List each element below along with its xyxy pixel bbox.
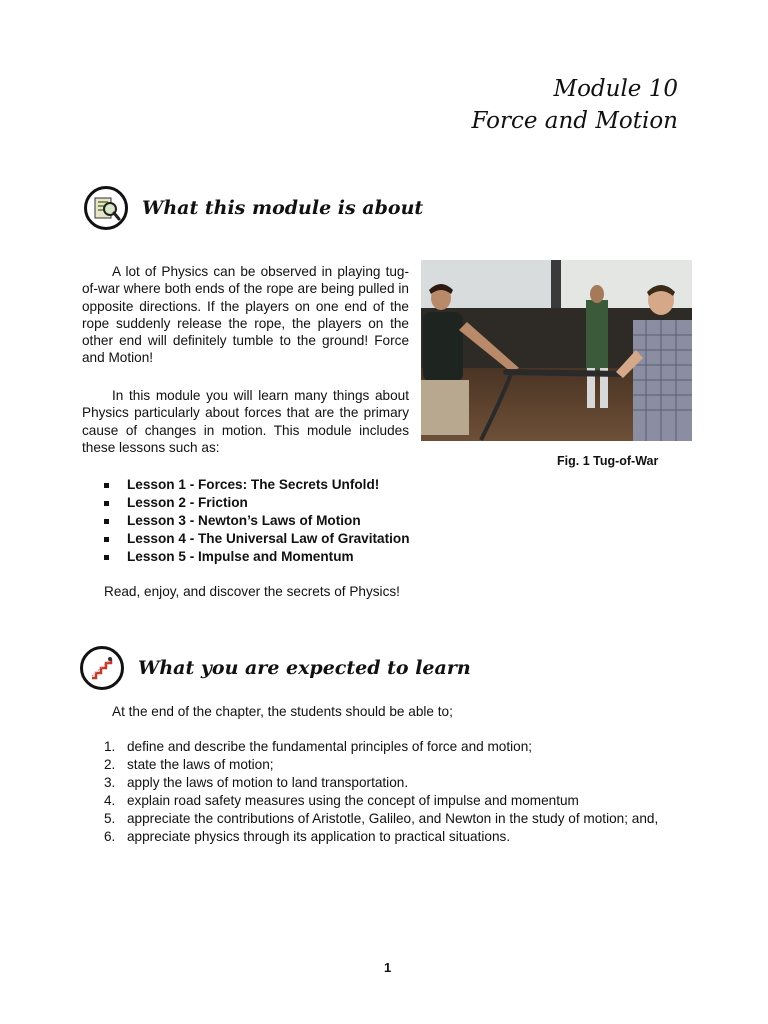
- list-item: 4. explain road safety measures using the concept of impulse and momentum: [104, 793, 579, 808]
- section-title: What you are expected to learn: [138, 657, 471, 679]
- list-item: Lesson 3 - Newton’s Laws of Motion: [104, 512, 410, 530]
- closing-text: Read, enjoy, and discover the secrets of Physics!: [104, 584, 400, 599]
- list-item: 5. appreciate the contributions of Aristotle, Galileo, and Newton in the study of motion; and,: [104, 811, 659, 826]
- section-heading-about: [84, 186, 423, 230]
- list-item: Lesson 2 - Friction: [104, 494, 410, 512]
- module-title: Force and Motion: [471, 108, 678, 134]
- figure-caption: Fig. 1 Tug-of-War: [557, 454, 659, 468]
- list-item: Lesson 5 - Impulse and Momentum: [104, 548, 410, 566]
- section-title: What this module is about: [142, 197, 424, 219]
- lessons-list: [104, 476, 410, 566]
- list-item: Lesson 4 - The Universal Law of Gravitation: [104, 530, 410, 548]
- objectives-list: [104, 738, 674, 846]
- tug-of-war-photo: [421, 260, 692, 441]
- page-number: 1: [384, 960, 392, 975]
- section-heading-expected: [80, 646, 471, 690]
- list-item: 3. apply the laws of motion to land transportation.: [104, 775, 409, 790]
- list-item: Lesson 1 - Forces: The Secrets Unfold!: [104, 476, 410, 494]
- intro-paragraph: A lot of Physics can be observed in playing tug-of-war where both ends of the rope are being pulled in opposite directions. If the players on one end of the rope suddenly release the rope, the players on the other end will definitely tumble to the ground! Force and Motion!: [82, 264, 409, 366]
- list-item: 2. state the laws of motion;: [104, 757, 274, 772]
- objectives-intro: At the end of the chapter, the students should be able to;: [112, 704, 453, 719]
- magnifier-document-icon: [84, 186, 128, 230]
- rising-stairs-icon: [80, 646, 124, 690]
- module-number: Module 10: [553, 76, 678, 102]
- list-item: 1. define and describe the fundamental principles of force and motion;: [104, 739, 533, 754]
- list-item: 6. appreciate physics through its application to practical situations.: [104, 829, 511, 844]
- lessons-paragraph: In this module you will learn many things about Physics particularly about forces that are the primary cause of changes in motion. This module includes these lessons such as:: [82, 388, 409, 455]
